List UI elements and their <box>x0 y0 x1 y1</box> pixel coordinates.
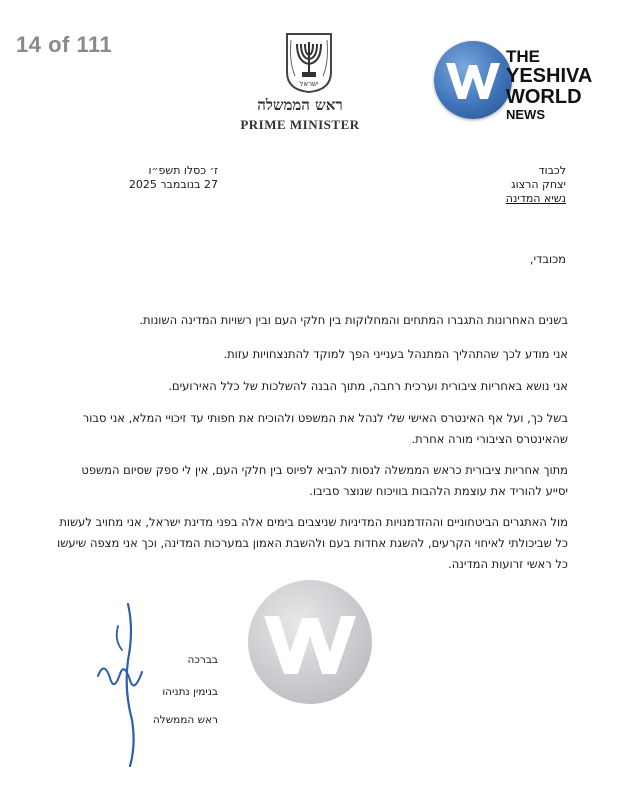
ywn-the: THE <box>506 47 540 66</box>
recipient-name: יצחק הרצוג <box>511 178 566 191</box>
paragraph-5: מתוך אחריות ציבורית כראש הממשלה לנסות להביא לפיוס בין חלקי העם, אין לי ספק שסיום המשפט יסייע להוריד את עוצמת הלהבות בוויכוח שנוצר סביבו. <box>81 463 568 498</box>
ywn-world: WORLD <box>506 86 582 108</box>
handwritten-signature <box>88 600 150 770</box>
watermark-w-icon <box>246 578 374 706</box>
date-gregorian: 27 בנובמבר 2025 <box>128 178 218 191</box>
recipient-title: נשיא המדינה <box>505 192 566 205</box>
ywn-watermark <box>246 578 374 710</box>
emblem-text: ישראל <box>299 80 319 88</box>
paragraph-4: בשל כך, ועל אף האינטרס האישי שלי לנהל את המשפט ולהוכיח את חפותי עד זיכויי המלא, אני סבור שהאינטרס הציבורי מורה אחרת. <box>82 411 568 446</box>
ywn-yeshiva: YESHIVA <box>506 65 593 87</box>
salutation: מכובדי, <box>529 252 566 266</box>
date-block <box>100 164 218 192</box>
paragraph-6: מול האתגרים הביטחוניים וההזדמנויות המדיניות שניצבים בימים אלה בפני מדינת ישראל, אני מחויב לעשות כל שביכולתי לאיחוי הקרעים, להשגת אחדות בעם ולהשבת האמון במערכות המדינה, וכך אני מצפה שיעשו כל ראשי זרועות המדינה. <box>57 515 568 571</box>
date-hebrew: ז׳ כסלו תשפ״ו <box>148 164 218 177</box>
ywn-wordmark <box>506 48 592 121</box>
paragraph-3: אני נושא באחריות ציבורית וערכית רחבה, מתוך הבנה להשלכות של כלל האירועים. <box>168 379 568 393</box>
w-logo-icon <box>434 41 512 119</box>
page-counter: 14 of 111 <box>16 32 113 57</box>
ywn-circle <box>434 41 512 119</box>
menorah-icon <box>281 32 337 94</box>
closing-title: ראש הממשלה <box>152 714 218 726</box>
ywn-news: NEWS <box>506 107 545 122</box>
closing-name: בנימין נתניהו <box>162 686 218 698</box>
state-emblem <box>281 32 337 98</box>
recipient-block <box>440 164 566 206</box>
ywn-logo <box>434 40 606 122</box>
office-title-hebrew: ראש הממשלה <box>257 96 343 114</box>
paragraph-1: בשנים האחרונות התגברו המתחים והמחלוקות בין חלקי העם ובין רשויות המדינה השונות. <box>139 313 568 327</box>
office-title-english: PRIME MINISTER <box>240 117 360 132</box>
paragraph-2: אני מודע לכך שהתהליך המתנהל בענייני הפך למוקד להתנצחויות עזות. <box>223 347 568 361</box>
closing-greeting: בברכה <box>187 654 218 666</box>
recipient-line-1: לכבוד <box>538 164 566 177</box>
